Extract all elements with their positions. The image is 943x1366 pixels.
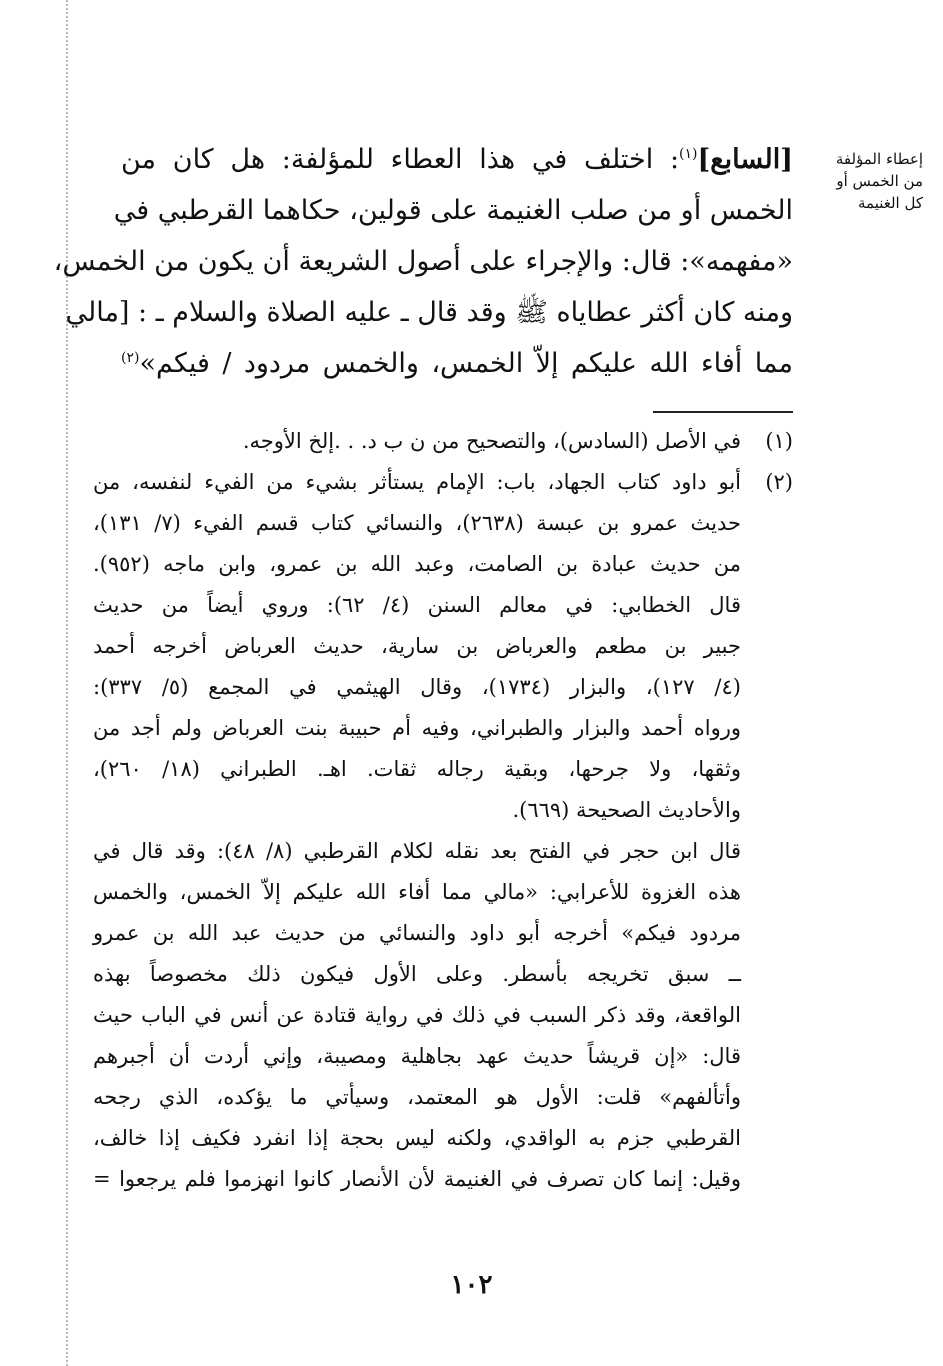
section-label: [السابع]: [697, 144, 793, 175]
footnote-line: حديث عمرو بن عبسة (٢٦٣٨)، والنسائي كتاب قسم الفيء (٧/ ١٣١)،: [93, 511, 741, 535]
footnote-line: وثقها، ولا جرحها، وبقية رجاله ثقات. اهـ. الطبراني (١٨/ ٢٦٠)،: [93, 757, 741, 781]
main-line: [121, 338, 793, 389]
scan-edge-dotted-line: [66, 0, 68, 1366]
footnote-line: من حديث عبادة بن الصامت، وعبد الله بن عمرو، وابن ماجه (٩٥٢).: [93, 552, 741, 576]
footnote-line: قال الخطابي: في معالم السنن (٤/ ٦٢): وروي أيضاً من حديث: [93, 593, 741, 617]
main-line: [121, 134, 793, 185]
main-line: ومنه كان أكثر عطاياه ﷺ وقد قال ـ عليه الصلاة والسلام ـ : [مالي: [65, 297, 793, 328]
margin-note: [819, 148, 923, 214]
margin-note-line: إعطاء المؤلفة: [835, 150, 923, 168]
footnote-line: ورواه أحمد والبزار والطبراني، وفيه أم حبيبة بنت العرباض ولم أجد من: [93, 716, 741, 740]
footnote-separator: [653, 411, 793, 413]
footnote-line: هذه الغزوة للأعرابي: «مالي مما أفاء الله عليكم إلاّ الخمس، والخمس: [93, 880, 741, 904]
margin-note-line: من الخمس أو: [836, 172, 923, 190]
footnotes: [93, 421, 793, 1200]
main-text: [53, 134, 793, 389]
footnote-line: مردود فيكم» أخرجه أبو داود والنسائي من حديث عبد الله بن عمرو: [93, 921, 741, 945]
footnote-line: جبير بن مطعم والعرباض بن سارية، حديث العرباض أخرجه أحمد: [93, 634, 741, 658]
main-line: «مفهمه»: قال: والإجراء على أصول الشريعة أن يكون من الخمس،: [53, 246, 793, 277]
footnote-text: في الأصل (السادس)، والتصحيح من ن ب د. . .إلخ الأوجه.: [242, 429, 741, 453]
footnote-line: الواقعة، وقد ذكر السبب في ذلك في رواية قتادة عن أنس في الباب حيث: [93, 1003, 742, 1027]
footnote-line: القرطبي جزم به الواقدي، ولكنه ليس بحجة إذا انفرد فكيف إذا خالف،: [93, 1126, 741, 1150]
main-line-text: : اختلف في هذا العطاء للمؤلفة: هل كان من: [121, 144, 680, 175]
footnote-text: أبو داود كتاب الجهاد، باب: الإمام يستأثر بشيء من الفيء لنفسه، من: [93, 470, 741, 494]
footnote-number: (٢): [765, 470, 793, 494]
footnote-number: (١): [765, 429, 793, 453]
footnote-line: قال: «إن قريشاً حديث عهد بجاهلية ومصيبة، وإني أردت أن أجبرهم: [93, 1044, 741, 1068]
footnote-line: وقيل: إنما كان تصرف في الغنيمة لأن الأنصار كانوا انهزموا فلم يرجعوا =: [93, 1167, 741, 1191]
footnote-ref: (٢): [121, 350, 140, 366]
footnote-1: [93, 421, 793, 462]
main-line: الخمس أو من صلب الغنيمة على قولين، حكاهما القرطبي في: [113, 195, 793, 226]
margin-note-line: كل الغنيمة: [857, 194, 923, 212]
footnote-line: ــ سبق تخريجه بأسطر. وعلى الأول فيكون ذلك مخصوصاً بهذه: [93, 962, 741, 986]
main-line-text: مما أفاء الله عليكم إلاّ الخمس، والخمس مردود / فيكم»: [139, 348, 793, 379]
footnote-line: والأحاديث الصحيحة (٦٦٩).: [512, 798, 741, 822]
footnote-line: (٤/ ١٢٧)، والبزار (١٧٣٤)، وقال الهيثمي في المجمع (٥/ ٣٣٧):: [93, 675, 741, 699]
footnote-ref: (١): [679, 146, 698, 162]
footnote-line: قال ابن حجر في الفتح بعد نقله لكلام القرطبي (٨/ ٤٨): وقد قال في: [93, 839, 741, 863]
footnote-2: [93, 462, 793, 503]
footnote-line: وأتألفهم» قلت: الأول هو المعتمد، وسيأتي ما يؤكده، الذي رجحه: [93, 1085, 741, 1109]
page-number: ١٠٢: [450, 1270, 493, 1300]
